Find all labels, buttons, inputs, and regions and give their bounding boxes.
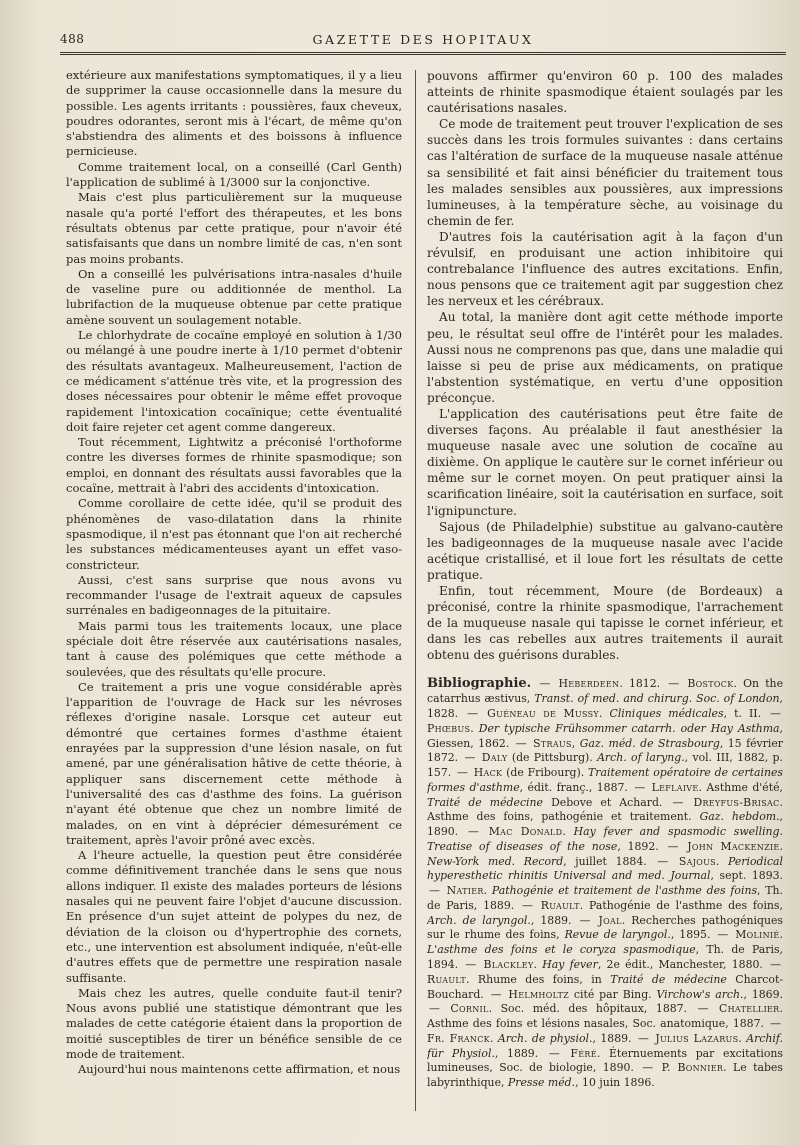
entry-author: Julius Lazarus	[655, 1031, 739, 1045]
entry-text: .	[483, 884, 492, 898]
entry-details: , Giessen, 1862.	[427, 721, 783, 750]
entry-publication: L'asthme des foins et le coryza spasmodique	[427, 943, 696, 957]
bibliography-entry	[458, 958, 763, 971]
paragraph: extérieure aux manifestations symptomatiques, il y a lieu de supprimer la cause occasionnelle dans la mesure du possible. Les agents irritants : poussières, faux cheveux, poudres odorantes, seront mis à l'écart, de même qu'on s'abstiendra des aliments et des boissons à influence pernicieuse.	[66, 68, 402, 159]
entry-text: . On the catarrhus æstivus,	[427, 677, 783, 706]
entry-text: .	[738, 1031, 747, 1045]
entry-author: Phœbus	[427, 721, 471, 735]
entry-dash: —	[465, 958, 477, 972]
entry-text: (de Fribourg).	[502, 766, 589, 780]
entry-author: Bostock	[687, 677, 734, 691]
paragraph: Le chlorhydrate de cocaïne employé en solution à 1/30 ou mélangé à une poudre inerte à 1/10 permet d'obtenir des résultats avantageux. Malheureusement, l'action de ce médicament s'atténue très vite, et la progression des doses nécessaires pour obtenir le même effet provoque rapidement l'intoxication cocaïnique; cette éventualité doit faire rejeter cet agent comme dangereux.	[66, 328, 402, 434]
entry-author: Guéneau de Mussy	[487, 707, 599, 720]
entry-publication: Transt. of med. and chirurg. Soc. of London	[534, 692, 780, 706]
entry-dash: —	[464, 751, 476, 765]
header-rule	[60, 52, 786, 55]
paragraph: Tout récemment, Lightwitz a préconisé l'orthoforme contre les diverses formes de rhinite spasmodique; son emploi, en donnant des résultats aussi favorables que la cocaïne, mettrait à l'abri des accidents d'intoxication.	[66, 435, 402, 496]
right-column-paragraphs	[427, 68, 783, 663]
entry-publication: Virchow's arch.	[656, 987, 744, 1001]
entry-dash: —	[429, 1002, 440, 1016]
paragraph: Aujourd'hui nous maintenons cette affirmation, et nous	[78, 1062, 401, 1077]
paragraph: Ce traitement a pris une vogue considérable après l'apparition de l'ouvrage de Hack sur les névroses réflexes d'origine nasale. Lorsque cet auteur eut démontré que certaines formes d'asthme étaient enrayées par la suppression d'une lésion nasale, on fut amené, par une généralisation hâtive de cette théorie, à appliquer sans discernement cette méthode à l'universalité des cas d'asthme des foins. La guérison n'ayant été obtenue que chez un nombre limité de malades, on en vint à déprécier démesurément ce traitement, après l'avoir prôné avec excès.	[66, 679, 402, 847]
entry-dash: —	[539, 677, 551, 691]
entry-author: Daly	[481, 751, 508, 765]
entry-dash: —	[548, 1046, 560, 1060]
entry-author: Mac Donald	[488, 825, 563, 839]
entry-text: . Asthme d'été,	[698, 780, 783, 794]
entry-details: , juillet 1884.	[563, 854, 647, 868]
entry-details: , sept. 1893.	[710, 869, 783, 883]
entry-details: , 2e édit., Manchester, 1880.	[597, 958, 763, 972]
entry-dash: —	[579, 913, 591, 927]
entry-author: Dreyfus-Brisac	[693, 795, 780, 809]
entry-dash: —	[717, 928, 729, 942]
entry-dash: —	[634, 780, 646, 794]
paragraph: Sajous (de Philadelphie) substitue au galvano-cautère les badigeonnages de la muqueuse nasale avec l'acide acétique cristallisé, et il loue fort les résultats de cette pratique.	[427, 519, 783, 582]
entry-text: . 1812.	[619, 677, 661, 691]
entry-dash: —	[467, 825, 479, 839]
entry-author: Fr. Franck	[427, 1031, 490, 1045]
entry-author: P. Bonnier	[661, 1061, 724, 1075]
entry-text: .	[533, 958, 543, 972]
entry-text: cité par Bing.	[569, 987, 657, 1001]
entry-dash: —	[667, 839, 679, 853]
entry-dash: —	[668, 677, 680, 691]
paragraph: Aussi, c'est sans surprise que nous avons vu recommander l'usage de l'extrait aqueux de capsules surrénales en badigeonnages de la pituitaire.	[66, 572, 402, 618]
entry-publication: Der typische Frühsommer catarrh. oder Hay Asthma	[478, 721, 780, 735]
entry-publication: Gaz. méd. de Strasbourg	[579, 736, 720, 750]
entry-author: Heberdeen	[558, 677, 620, 691]
paragraph: Enfin, tout récemment, Moure (de Bordeaux) a préconisé, contre la rhinite spasmodique, l'arrachement de la muqueuse nasale qui tapisse le cornet inférieur, et dans les cas rebelles aux autres traitements il aurait obtenu des guérisons durables.	[427, 584, 783, 663]
entry-author: Straus	[533, 736, 572, 750]
entry-author: Féré	[570, 1046, 597, 1060]
entry-author: Leflaive	[651, 780, 699, 794]
entry-dash: —	[515, 736, 527, 750]
entry-details: , 1869.	[743, 987, 783, 1001]
entry-text: .	[715, 854, 729, 868]
entry-details: , 1889.	[530, 913, 572, 927]
entry-details: , 10 juin 1896.	[575, 1076, 655, 1090]
entry-details: , vol. III, 1882, p. 157.	[427, 751, 783, 780]
entry-dash: —	[697, 1002, 709, 1016]
paragraph: Comme traitement local, on a conseillé (Carl Genth) l'application de sublimé à 1/3000 sur la conjonctive.	[66, 159, 402, 190]
entry-publication: Gaz. hebdom.	[699, 810, 780, 824]
entry-dash: —	[770, 707, 781, 720]
entry-text: .	[779, 928, 783, 942]
entry-publication: New-York med. Record	[427, 854, 564, 868]
bibliography-heading: Bibliographie.	[427, 676, 532, 692]
paragraph: Mais c'est plus particulièrement sur la muqueuse nasale qu'a porté l'effort des thérapeutes, et les bons résultats obtenus par cette pratique, pour n'avoir été satisfaisants que dans un nombre limité de cas, n'en sont pas moins probants.	[66, 190, 402, 266]
entry-text: . Recherches pathogéniques sur le rhume des foins,	[427, 913, 783, 942]
entry-publication: Cliniques médicales	[609, 707, 724, 720]
entry-author: Natier	[446, 884, 484, 898]
entry-details: , 1889.	[592, 1031, 632, 1045]
entry-text: . Pathogénie de l'asthme des foins,	[579, 898, 783, 912]
entry-dash: —	[770, 1017, 781, 1031]
entry-author: Ruault	[427, 972, 466, 986]
entry-details: Charcot-Bouchard.	[427, 972, 783, 1001]
entry-dash: —	[672, 795, 684, 809]
entry-details: , 1890.	[427, 810, 783, 839]
right-column	[427, 68, 783, 1115]
entry-text: .	[779, 839, 783, 853]
entry-publication: Traité de médecine	[610, 972, 727, 986]
entry-publication: Arch. of laryng.	[597, 751, 685, 765]
entry-publication: Revue de laryngol.	[564, 928, 671, 942]
entry-dash: —	[429, 884, 440, 898]
paragraph: Mais chez les autres, quelle conduite faut-il tenir? Nous avons publié une statistique démontrant que les malades de cette catégorie étaient dans la proportion de moitié susceptibles de tirer un bénéfice sensible de ce mode de traitement.	[66, 985, 402, 1061]
entry-publication: Hay fever	[542, 958, 598, 972]
page-number: 488	[60, 32, 85, 46]
entry-dash: —	[522, 898, 533, 912]
entry-text: . Le tabes labyrinthique,	[427, 1061, 783, 1090]
entry-text: . Asthme des foins, pathogénie et traitement.	[427, 795, 783, 824]
paragraph: A l'heure actuelle, la question peut être considérée comme définitivement tranchée dans le sens que nous allons indiquer. Il existe des malades porteurs de lésions nasales qui ne peuvent faire l'objet d'aucune discussion. En présence d'un sujet atteint de polypes du nez, de déviation de la cloison ou d'hypertrophie des cornets, etc., une intervention est absolument indiquée, n'eût-elle d'autres effets que de permettre une respiration nasale suffisante.	[66, 848, 402, 985]
paragraph: pouvons affirmer qu'environ 60 p. 100 des malades atteints de rhinite spasmodique étaient soulagés par les cautérisations nasales.	[427, 69, 783, 116]
entry-publication: Periodical hyperesthetic rhinitis Universal and med. Journal	[427, 854, 783, 883]
entry-details: , 15 février 1872.	[427, 736, 783, 765]
page-header	[60, 28, 786, 56]
entry-details: , Th. de Paris, 1889.	[427, 884, 783, 912]
entry-dash: —	[490, 987, 502, 1001]
paragraph: On a conseillé les pulvérisations intra-nasales d'huile de vaseline pure ou additionnée de menthol. La lubrifaction de la muqueuse obtenue par cette pratique amène souvent un soulagement notable.	[66, 266, 402, 327]
entry-details: , édit. franç., 1887.	[519, 780, 628, 794]
paragraph: D'autres fois la cautérisation agit à la façon d'un révulsif, en produisant une action inhibitoire qui contrebalance l'influence des autres excitations. Enfin, nous pensons que ce traitement agit par suggestion chez les nerveux et les cérébraux.	[427, 229, 783, 309]
entry-publication: Pathogénie et traitement de l'asthme des foins	[491, 884, 758, 898]
entry-details: Debove et Achard.	[542, 795, 663, 809]
paragraph: Mais parmi tous les traitements locaux, une place spéciale doit être réservée aux cautérisations nasales, tant à cause des polémiques que cette méthode a soulevées, que des résultats qu'elle procure.	[66, 618, 402, 679]
entry-publication: Hay fever and spasmodic swelling. Treatise of diseases of the nose	[427, 825, 783, 853]
journal-title: GAZETTE DES HOPITAUX	[312, 32, 534, 47]
entry-dash: —	[657, 854, 669, 868]
entry-author: Blackley	[483, 958, 534, 972]
entry-text: . Asthme des foins et lésions nasales, Soc. anatomique, 1887.	[427, 1002, 783, 1031]
entry-publication: Arch. de physiol.	[497, 1031, 593, 1045]
entry-text: .	[562, 825, 574, 839]
entry-author: Sajous	[678, 854, 716, 868]
entry-text: . Rhume des foins, in	[466, 972, 611, 986]
paragraph: Comme corollaire de cette idée, qu'il se produit des phénomènes de vaso-dilatation dans la rhinite spasmodique, il n'est pas étonnant que l'on ait recherché les substances médicamenteuses ayant un effet vaso-constricteur.	[66, 496, 402, 572]
entry-author: Molinié	[735, 928, 780, 942]
bibliography	[427, 677, 783, 1090]
entry-author: John Mackenzie	[687, 839, 780, 853]
entry-author: Ruault	[540, 898, 580, 912]
bibliography-entry	[427, 1002, 687, 1015]
entry-dash: —	[457, 766, 468, 780]
entry-details: , Th. de Paris, 1894.	[427, 943, 783, 972]
entry-text: .	[598, 707, 610, 720]
entry-publication: Archif. für Physiol.	[427, 1031, 783, 1060]
entry-author: Joal	[598, 913, 622, 927]
entry-text: ,	[571, 736, 580, 750]
entry-details: , 1889.	[494, 1046, 539, 1060]
entry-text: . Éternuements par excitations lumineuses, Soc. de biologie, 1890.	[427, 1046, 783, 1075]
paragraph: Au total, la manière dont agit cette méthode importe peu, le résultat seul offre de l'intérêt pour les malades. Aussi nous ne comprenons pas que, dans une maladie qui laisse si peu de prise aux médicaments, on pratique l'abstention systématique, en vertu d'une opposition préconçue.	[427, 310, 783, 405]
left-column	[66, 68, 402, 1115]
entry-author: Chatellier	[719, 1002, 780, 1016]
entry-details: , 1892.	[617, 839, 659, 853]
bibliography-entry	[537, 677, 660, 690]
entry-author: Cornil	[450, 1002, 489, 1016]
entry-text: (de Pittsburg).	[507, 751, 598, 765]
entry-publication: Presse méd.	[507, 1076, 576, 1090]
paragraph: L'application des cautérisations peut être faite de diverses façons. Au préalable il faut anesthésier la muqueuse nasale avec une solution de cocaïne au dixième. On applique le cautère sur le cornet inférieur ou même sur le cornet moyen. On peut pratiquer ainsi la scarification linéaire, soit la cautérisation en surface, soit l'ignipuncture.	[427, 406, 783, 518]
entry-text: .	[489, 1031, 498, 1045]
entry-dash: —	[770, 958, 782, 972]
entry-text: .	[470, 721, 479, 735]
entry-details: , 1828.	[427, 692, 783, 720]
bibliography-entry	[458, 707, 761, 720]
bibliography-entry	[484, 988, 783, 1001]
entry-publication: Traitement opératoire de certaines formes d'asthme	[427, 766, 783, 794]
entry-publication: Traité de médecine	[427, 795, 543, 809]
entry-dash: —	[467, 707, 479, 720]
entry-text: . Soc. méd. des hôpitaux, 1887.	[488, 1002, 688, 1016]
entry-dash: —	[642, 1061, 654, 1075]
entry-dash: —	[637, 1031, 649, 1045]
column-divider	[415, 70, 416, 1111]
entry-author: Helmholtz	[508, 987, 570, 1001]
paragraph: Ce mode de traitement peut trouver l'explication de ses succès dans les trois formules suivantes : dans certains cas l'altération de surface de la muqueuse nasale atténue sa sensibilité et fait ainsi bénéficier du traitement tous les malades sensibles aux poussières, aux impressions lumineuses, à la température sèche, au voisinage du chemin de fer.	[427, 117, 783, 228]
entry-publication: Arch. de laryngol.	[427, 913, 531, 927]
entry-details: , t. II.	[723, 707, 762, 720]
entry-author: Hack	[473, 766, 503, 780]
entry-details: , 1895.	[670, 928, 711, 942]
